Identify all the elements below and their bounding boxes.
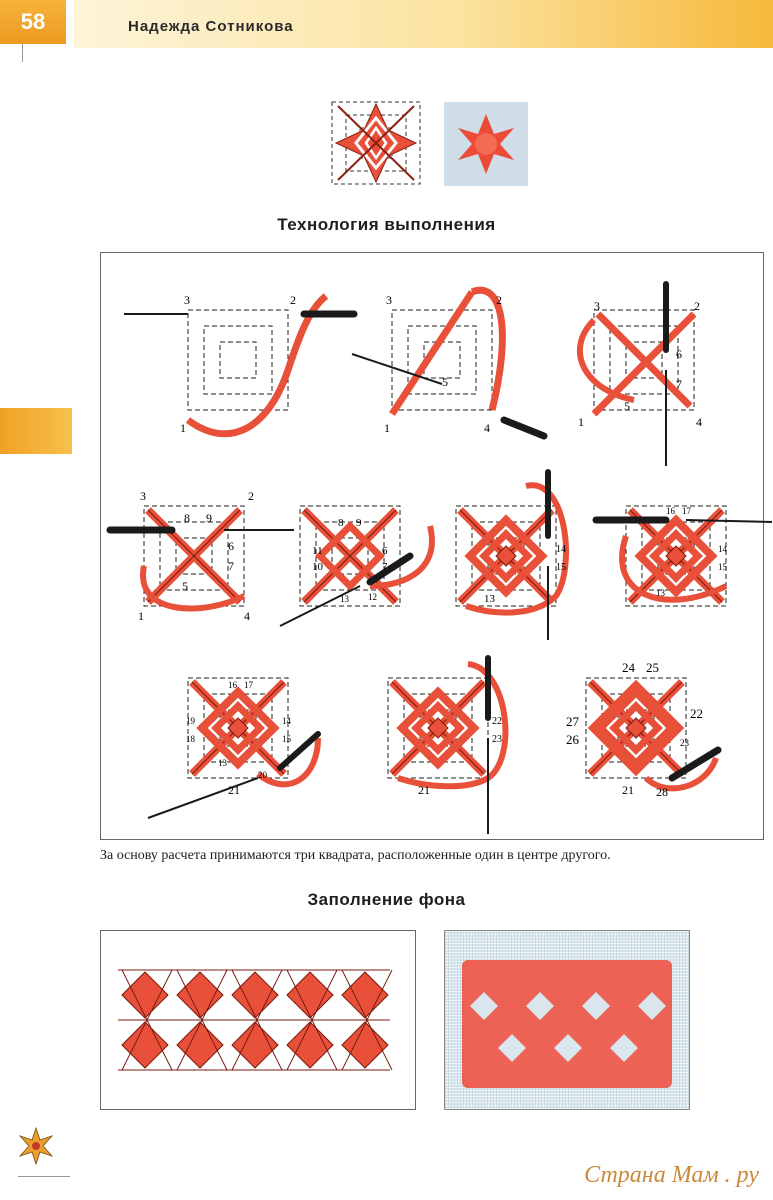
step-label: 23: [492, 734, 502, 745]
step-label: 15: [556, 562, 566, 573]
step-2: [352, 290, 544, 436]
technique-caption: За основу расчета принимаются три квадрата, расположенные один в центре другого.: [100, 848, 611, 863]
step-6: [456, 472, 566, 640]
step-label: 1: [578, 415, 584, 429]
step-label: 1: [138, 609, 144, 623]
step-label: 24: [622, 660, 635, 675]
fill-title: Заполнение фона: [307, 890, 466, 909]
step-1: [124, 293, 354, 435]
step-label: 13: [484, 593, 495, 605]
step-label: 26: [566, 732, 579, 747]
step-label: 13: [656, 588, 665, 598]
technique-steps: [100, 252, 773, 840]
step-label: 17: [682, 506, 691, 516]
top-diagram-sample: [332, 102, 420, 184]
step-label: 13: [340, 594, 349, 604]
step-label: 13: [218, 758, 227, 768]
step-label: 8: [338, 517, 344, 529]
step-label: 15: [282, 734, 291, 744]
step-label: 16: [228, 680, 237, 690]
top-samples: [330, 100, 530, 188]
side-tab: [0, 408, 72, 454]
step-label: 12: [368, 592, 377, 602]
step-label: 4: [696, 415, 702, 429]
step-label: 8: [184, 511, 190, 525]
step-7: [596, 506, 772, 606]
step-label: 6: [676, 347, 682, 361]
step-label: 28: [656, 785, 668, 799]
footer-rule: [18, 1176, 70, 1177]
step-label: 3: [184, 293, 190, 307]
author-name: Надежда Сотникова: [128, 18, 294, 35]
step-label: 5: [442, 375, 448, 389]
step-label: 7: [382, 561, 388, 573]
step-label: 2: [496, 293, 502, 307]
step-label: 6: [228, 539, 234, 553]
technique-title: Технология выполнения: [277, 215, 496, 234]
watermark: Страна Мам . ру: [584, 1162, 759, 1188]
step-label: 21: [228, 783, 240, 797]
fill-diagram: [100, 930, 416, 1110]
top-photo-sample: [444, 102, 528, 186]
step-label: 17: [244, 680, 253, 690]
step-label: 25: [646, 660, 659, 675]
step-label: 10: [312, 561, 323, 573]
step-label: 18: [186, 734, 195, 744]
step-label: 7: [228, 559, 234, 573]
step-8: [148, 678, 318, 818]
step-label: 23: [680, 738, 689, 748]
step-label: 16: [666, 506, 675, 516]
step-label: 14: [718, 544, 727, 554]
step-label: 9: [356, 517, 362, 529]
page-number: 58: [0, 0, 66, 44]
step-label: 1: [384, 421, 390, 435]
star-ornament-icon: [16, 1126, 56, 1166]
step-label: 19: [186, 716, 195, 726]
step-label: 7: [676, 377, 682, 391]
step-3: [578, 284, 702, 466]
step-label: 6: [382, 545, 388, 557]
step-9: [388, 658, 505, 834]
step-label: 1: [180, 421, 186, 435]
step-label: 2: [694, 299, 700, 313]
step-label: 3: [386, 293, 392, 307]
step-label: 27: [566, 714, 579, 729]
fill-photo-stitches: [444, 930, 690, 1110]
step-label: 22: [690, 706, 703, 721]
step-label: 21: [622, 783, 634, 797]
page-number-rule: [22, 44, 23, 62]
step-label: 5: [182, 579, 188, 593]
step-label: 22: [492, 716, 502, 727]
step-label: 21: [418, 783, 430, 797]
step-label: 9: [206, 511, 212, 525]
step-label: 14: [556, 544, 566, 555]
step-label: 14: [282, 716, 291, 726]
step-5: [280, 506, 432, 626]
step-label: 4: [484, 421, 490, 435]
step-10: [566, 660, 718, 799]
step-label: 3: [594, 299, 600, 313]
step-4: [110, 489, 294, 623]
step-label: 11: [312, 545, 323, 557]
step-label: 2: [290, 293, 296, 307]
step-label: 2: [248, 489, 254, 503]
step-label: 3: [140, 489, 146, 503]
step-label: 4: [244, 609, 250, 623]
step-label: 5: [624, 399, 630, 413]
step-label: 15: [718, 562, 727, 572]
step-label: 20: [258, 770, 267, 780]
